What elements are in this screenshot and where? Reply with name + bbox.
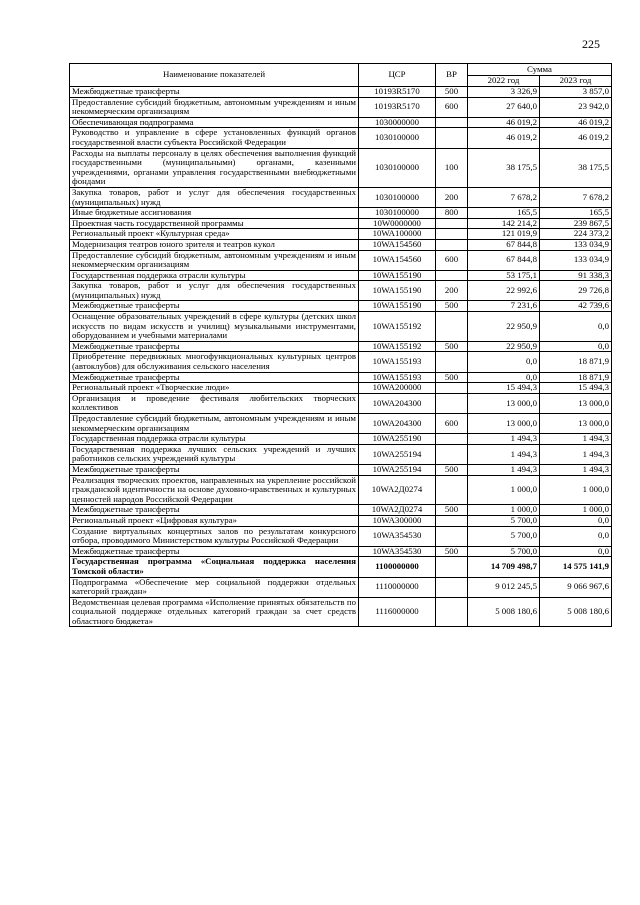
- page-number: 225: [582, 37, 600, 51]
- cell-2022: 5 700,0: [468, 515, 540, 526]
- cell-2022: 1 000,0: [468, 475, 540, 505]
- table-row: [70, 557, 612, 577]
- cell-2023: 1 000,0: [540, 505, 612, 516]
- cell-vr: 500: [436, 464, 468, 475]
- cell-2022: 3 326,9: [468, 87, 540, 98]
- cell-csr: 10WA255194: [359, 464, 436, 475]
- cell-2023: 0,0: [540, 546, 612, 557]
- table-row: [70, 87, 612, 98]
- cell-2023: 0,0: [540, 312, 612, 342]
- budget-table: [69, 63, 612, 627]
- cell-2022: 67 844,8: [468, 250, 540, 270]
- cell-vr: 500: [436, 372, 468, 383]
- cell-name: Государственная поддержка отрасли культуры: [70, 270, 359, 281]
- cell-csr: 10WA300000: [359, 515, 436, 526]
- cell-name: Реализация творческих проектов, направленных на укрепление российской гражданской идентичности на основе духовно-нравственных и культурных ценностей народов Российской Федерации: [70, 475, 359, 505]
- table-row: [70, 597, 612, 627]
- table-row: [70, 229, 612, 240]
- cell-name: Межбюджетные трансферты: [70, 464, 359, 475]
- cell-name: Предоставление субсидий бюджетным, автономным учреждениям и иным некоммерческим организациям: [70, 414, 359, 434]
- cell-2023: 3 857,0: [540, 87, 612, 98]
- cell-2022: 7 231,6: [468, 301, 540, 312]
- cell-2023: 91 338,3: [540, 270, 612, 281]
- cell-vr: 600: [436, 414, 468, 434]
- table-row: [70, 208, 612, 219]
- cell-2023: 239 867,5: [540, 218, 612, 229]
- cell-2023: 9 066 967,6: [540, 577, 612, 597]
- cell-2022: 15 494,3: [468, 383, 540, 394]
- cell-2023: 14 575 141,9: [540, 557, 612, 577]
- cell-2022: 27 640,0: [468, 97, 540, 117]
- cell-name: Модернизация театров юного зрителя и театров кукол: [70, 239, 359, 250]
- cell-2022: 7 678,2: [468, 187, 540, 207]
- cell-name: Руководство и управление в сфере установленных функций органов государственной власти субъекта Российской Федерации: [70, 128, 359, 148]
- cell-name: Межбюджетные трансферты: [70, 505, 359, 516]
- cell-2022: 1 494,3: [468, 434, 540, 445]
- cell-2022: 1 494,3: [468, 464, 540, 475]
- cell-2023: 1 494,3: [540, 464, 612, 475]
- cell-2023: 0,0: [540, 526, 612, 546]
- cell-csr: 1100000000: [359, 557, 436, 577]
- cell-2023: 46 019,2: [540, 117, 612, 128]
- table-row: [70, 341, 612, 352]
- cell-csr: 10W0000000: [359, 218, 436, 229]
- cell-csr: 10WA155190: [359, 301, 436, 312]
- cell-vr: [436, 229, 468, 240]
- cell-2023: 42 739,6: [540, 301, 612, 312]
- cell-name: Региональный проект «Культурная среда»: [70, 229, 359, 240]
- cell-vr: [436, 312, 468, 342]
- cell-name: Государственная поддержка лучших сельских учреждений и лучших работников сельских учреждений культуры: [70, 444, 359, 464]
- table-row: [70, 372, 612, 383]
- cell-2022: 53 175,1: [468, 270, 540, 281]
- cell-vr: 800: [436, 208, 468, 219]
- table-row: [70, 383, 612, 394]
- table-row: [70, 434, 612, 445]
- header-sum: Сумма: [468, 64, 612, 76]
- cell-2023: 18 871,9: [540, 352, 612, 372]
- cell-csr: 1030000000: [359, 117, 436, 128]
- cell-csr: 10193R5170: [359, 97, 436, 117]
- cell-name: Предоставление субсидий бюджетным, автономным учреждениям и иным некоммерческим организациям: [70, 97, 359, 117]
- table-row: [70, 148, 612, 187]
- header-csr: ЦСР: [359, 64, 436, 87]
- cell-2023: 5 008 180,6: [540, 597, 612, 627]
- cell-vr: [436, 577, 468, 597]
- cell-csr: 10WA155190: [359, 281, 436, 301]
- cell-vr: [436, 444, 468, 464]
- header-name: Наименование показателей: [70, 64, 359, 87]
- cell-2023: 1 494,3: [540, 444, 612, 464]
- cell-2022: 22 950,9: [468, 341, 540, 352]
- cell-2022: 121 019,9: [468, 229, 540, 240]
- table-row: [70, 250, 612, 270]
- cell-2022: 9 012 245,5: [468, 577, 540, 597]
- cell-csr: 10WA2Д0274: [359, 505, 436, 516]
- cell-csr: 1110000000: [359, 577, 436, 597]
- table-body: [70, 87, 612, 627]
- table-row: [70, 505, 612, 516]
- cell-2022: 67 844,8: [468, 239, 540, 250]
- table-row: [70, 187, 612, 207]
- cell-2023: 13 000,0: [540, 414, 612, 434]
- cell-vr: [436, 434, 468, 445]
- header-vr: ВР: [436, 64, 468, 87]
- cell-vr: 500: [436, 341, 468, 352]
- cell-csr: 10WA100000: [359, 229, 436, 240]
- cell-2022: 22 950,9: [468, 312, 540, 342]
- cell-2022: 1 494,3: [468, 444, 540, 464]
- cell-name: Межбюджетные трансферты: [70, 87, 359, 98]
- cell-2022: 38 175,5: [468, 148, 540, 187]
- cell-name: Оснащение образовательных учреждений в сфере культуры (детских школ искусств по видам искусств и училищ) музыкальными инструментами, оборудованием и учебными материалами: [70, 312, 359, 342]
- cell-csr: 10WA155192: [359, 312, 436, 342]
- table-row: [70, 464, 612, 475]
- cell-name: Подпрограмма «Обеспечение мер социальной поддержки отдельных категорий граждан»: [70, 577, 359, 597]
- cell-2022: 13 000,0: [468, 393, 540, 413]
- cell-2022: 46 019,2: [468, 128, 540, 148]
- table-row: [70, 270, 612, 281]
- cell-vr: 500: [436, 301, 468, 312]
- table-row: [70, 239, 612, 250]
- cell-csr: 10WA255194: [359, 444, 436, 464]
- cell-vr: [436, 117, 468, 128]
- table-row: [70, 393, 612, 413]
- cell-csr: 10WA255190: [359, 434, 436, 445]
- cell-name: Межбюджетные трансферты: [70, 546, 359, 557]
- cell-2022: 5 700,0: [468, 526, 540, 546]
- cell-name: Межбюджетные трансферты: [70, 341, 359, 352]
- cell-vr: 100: [436, 148, 468, 187]
- cell-2023: 13 000,0: [540, 393, 612, 413]
- table-row: [70, 526, 612, 546]
- cell-name: Создание виртуальных концертных залов по результатам конкурсного отбора, проводимого Министерством культуры Российской Федерации: [70, 526, 359, 546]
- table-row: [70, 312, 612, 342]
- cell-csr: 10WA204300: [359, 414, 436, 434]
- table-row: [70, 352, 612, 372]
- cell-name: Региональный проект «Цифровая культура»: [70, 515, 359, 526]
- cell-csr: 1030100000: [359, 187, 436, 207]
- cell-name: Государственная поддержка отрасли культуры: [70, 434, 359, 445]
- table-row: [70, 218, 612, 229]
- cell-vr: [436, 270, 468, 281]
- cell-2023: 0,0: [540, 515, 612, 526]
- cell-name: Организация и проведение фестиваля любительских творческих коллективов: [70, 393, 359, 413]
- cell-2023: 165,5: [540, 208, 612, 219]
- cell-vr: [436, 597, 468, 627]
- cell-vr: 200: [436, 187, 468, 207]
- cell-vr: [436, 393, 468, 413]
- cell-name: Межбюджетные трансферты: [70, 301, 359, 312]
- cell-name: Иные бюджетные ассигнования: [70, 208, 359, 219]
- table-row: [70, 475, 612, 505]
- cell-2023: 23 942,0: [540, 97, 612, 117]
- cell-name: Закупка товаров, работ и услуг для обеспечения государственных (муниципальных) нужд: [70, 281, 359, 301]
- cell-csr: 10193R5170: [359, 87, 436, 98]
- cell-vr: [436, 218, 468, 229]
- cell-vr: [436, 383, 468, 394]
- table-row: [70, 281, 612, 301]
- cell-2023: 1 000,0: [540, 475, 612, 505]
- cell-vr: 200: [436, 281, 468, 301]
- cell-name: Обеспечивающая подпрограмма: [70, 117, 359, 128]
- cell-name: Государственная программа «Социальная поддержка населения Томской области»: [70, 557, 359, 577]
- cell-csr: 1030100000: [359, 148, 436, 187]
- cell-vr: [436, 239, 468, 250]
- cell-csr: 1030100000: [359, 208, 436, 219]
- cell-2023: 7 678,2: [540, 187, 612, 207]
- table-row: [70, 128, 612, 148]
- cell-name: Региональный проект «Творческие люди»: [70, 383, 359, 394]
- cell-2023: 46 019,2: [540, 128, 612, 148]
- table-row: [70, 515, 612, 526]
- cell-csr: 10WA155190: [359, 270, 436, 281]
- cell-name: Ведомственная целевая программа «Исполнение принятых обязательств по социальной поддержке отдельных категорий граждан за счет средств областного бюджета»: [70, 597, 359, 627]
- cell-csr: 10WA155193: [359, 352, 436, 372]
- table-row: [70, 546, 612, 557]
- cell-2023: 0,0: [540, 341, 612, 352]
- cell-2023: 1 494,3: [540, 434, 612, 445]
- cell-vr: [436, 557, 468, 577]
- cell-csr: 10WA2Д0274: [359, 475, 436, 505]
- cell-csr: 10WA354530: [359, 526, 436, 546]
- cell-2022: 5 008 180,6: [468, 597, 540, 627]
- cell-csr: 10WA354530: [359, 546, 436, 557]
- cell-vr: 600: [436, 97, 468, 117]
- table-row: [70, 444, 612, 464]
- cell-2023: 15 494,3: [540, 383, 612, 394]
- cell-vr: [436, 526, 468, 546]
- table-row: [70, 97, 612, 117]
- table-row: [70, 414, 612, 434]
- cell-2022: 46 019,2: [468, 117, 540, 128]
- cell-vr: [436, 515, 468, 526]
- cell-vr: 500: [436, 87, 468, 98]
- cell-csr: 10WA155193: [359, 372, 436, 383]
- cell-2022: 165,5: [468, 208, 540, 219]
- header-year-2023: 2023 год: [540, 76, 612, 87]
- cell-2023: 133 034,9: [540, 239, 612, 250]
- table-row: [70, 301, 612, 312]
- cell-name: Проектная часть государственной программы: [70, 218, 359, 229]
- cell-name: Приобретение передвижных многофункциональных культурных центров (автоклубов) для обслуживания сельского населения: [70, 352, 359, 372]
- cell-2022: 0,0: [468, 372, 540, 383]
- cell-vr: [436, 128, 468, 148]
- cell-vr: [436, 475, 468, 505]
- cell-name: Межбюджетные трансферты: [70, 372, 359, 383]
- cell-2023: 133 034,9: [540, 250, 612, 270]
- table-row: [70, 117, 612, 128]
- cell-2022: 22 992,6: [468, 281, 540, 301]
- cell-vr: 600: [436, 250, 468, 270]
- cell-vr: 500: [436, 546, 468, 557]
- cell-csr: 10WA200000: [359, 383, 436, 394]
- header-year-2022: 2022 год: [468, 76, 540, 87]
- cell-2023: 38 175,5: [540, 148, 612, 187]
- cell-2022: 0,0: [468, 352, 540, 372]
- cell-2023: 29 726,8: [540, 281, 612, 301]
- cell-2022: 1 000,0: [468, 505, 540, 516]
- cell-name: Расходы на выплаты персоналу в целях обеспечения выполнения функций государственными (муниципальными) органами, казенными учреждениями, органами управления государственными внебюджетными фондами: [70, 148, 359, 187]
- cell-2023: 224 373,2: [540, 229, 612, 240]
- cell-2022: 13 000,0: [468, 414, 540, 434]
- cell-vr: 500: [436, 505, 468, 516]
- table-row: [70, 577, 612, 597]
- cell-name: Закупка товаров, работ и услуг для обеспечения государственных (муниципальных) нужд: [70, 187, 359, 207]
- cell-csr: 10WA155192: [359, 341, 436, 352]
- cell-csr: 10WA204300: [359, 393, 436, 413]
- cell-csr: 1116000000: [359, 597, 436, 627]
- cell-2022: 5 700,0: [468, 546, 540, 557]
- cell-vr: [436, 352, 468, 372]
- cell-csr: 1030100000: [359, 128, 436, 148]
- cell-name: Предоставление субсидий бюджетным, автономным учреждениям и иным некоммерческим организациям: [70, 250, 359, 270]
- cell-csr: 10WA154560: [359, 239, 436, 250]
- cell-2022: 142 214,2: [468, 218, 540, 229]
- cell-2023: 18 871,9: [540, 372, 612, 383]
- cell-2022: 14 709 498,7: [468, 557, 540, 577]
- cell-csr: 10WA154560: [359, 250, 436, 270]
